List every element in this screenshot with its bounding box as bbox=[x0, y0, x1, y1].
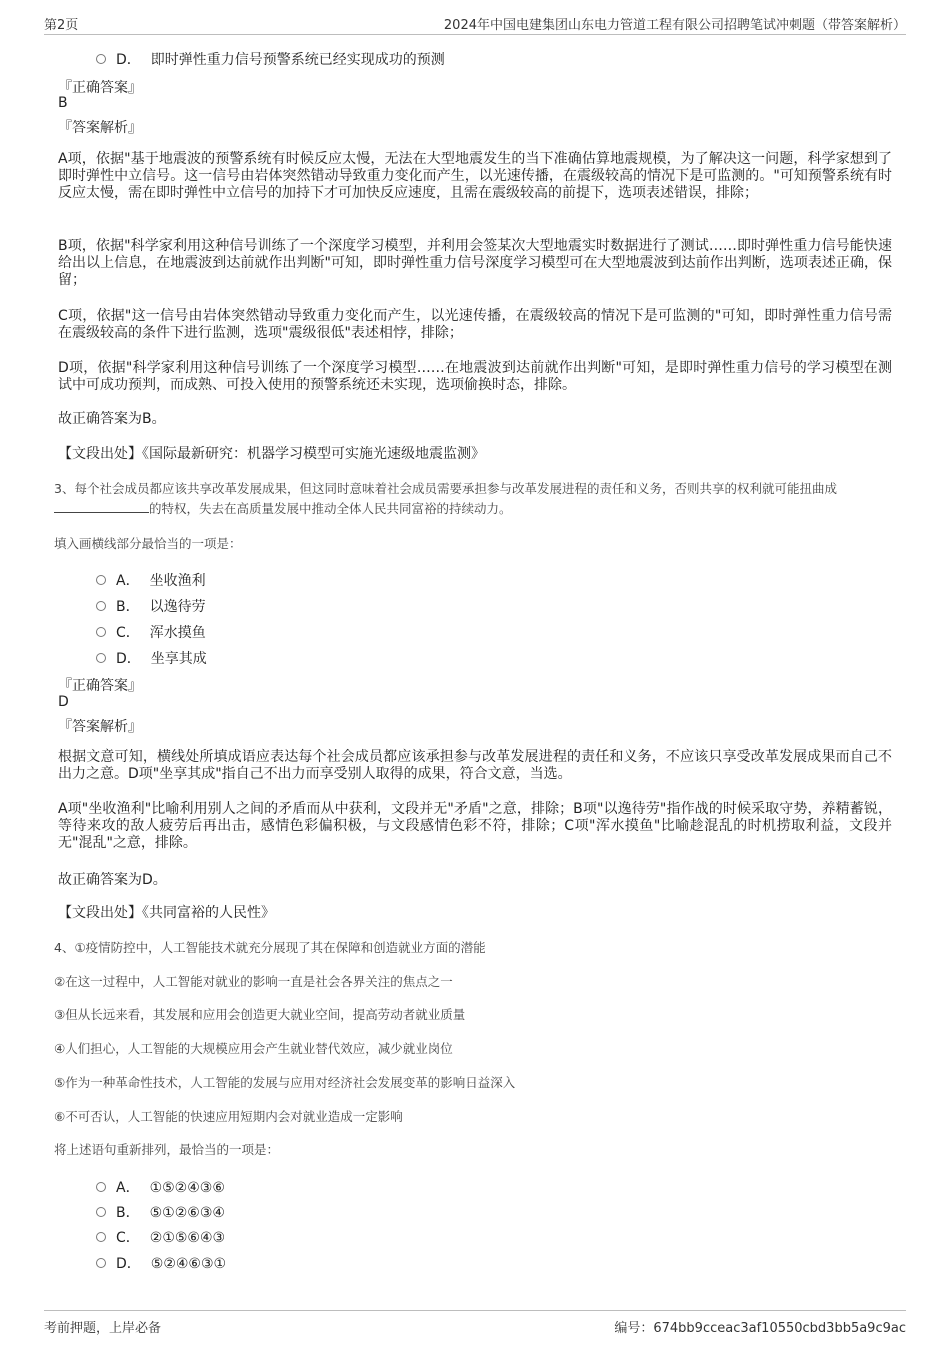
q3-option-a[interactable] bbox=[96, 570, 206, 590]
source-citation: 【文段出处】《共同富裕的人民性》 bbox=[58, 905, 275, 921]
radio-icon[interactable] bbox=[96, 1207, 106, 1217]
analysis-paragraph: A项，依据"基于地震波的预警系统有时候反应太慢，无法在大型地震发生的当下准确估算地震规模，为了解决这一问题，科学家想到了即时弹性中立信号。这一信号由岩体突然错动导致重力变化而产生，以光速传播，在震级较高的情况下是可监测的。"可知预警系统有时反应太慢，需在即时弹性中立信号的加持下才可加快反应速度，且需在震级较高的前提下，选项表述错误，排除； bbox=[58, 151, 892, 201]
radio-icon[interactable] bbox=[96, 601, 106, 611]
radio-icon[interactable] bbox=[96, 1182, 106, 1192]
option-text: ⑤①②⑥③④ bbox=[149, 1205, 225, 1221]
source-citation: 【文段出处】《国际最新研究：机器学习模型可实施光速级地震监测》 bbox=[58, 446, 485, 462]
q4-option-a[interactable] bbox=[96, 1177, 225, 1197]
option-text: 浑水摸鱼 bbox=[149, 625, 206, 641]
analysis-paragraph: A项"坐收渔利"比喻利用别人之间的矛盾而从中获利，文段并无"矛盾"之意，排除；B项"以逸待劳"指作战的时候采取守势，养精蓄锐，等待来攻的敌人疲劳后再出击，感情色彩偏积极，与文段感情色彩不符，排除；C项"浑水摸鱼"比喻趁混乱的时机捞取利益，文段并无"混乱"之意，排除。 bbox=[58, 801, 892, 851]
option-letter: D． bbox=[116, 52, 141, 68]
analysis-paragraph: C项，依据"这一信号由岩体突然错动导致重力变化而产生，以光速传播，在震级较高的情况下是可监测的"可知，即时弹性重力信号需在震级较高的条件下进行监测，选项"震级很低"表述相悖，排除； bbox=[58, 308, 892, 341]
page-number: 第2页 bbox=[44, 18, 79, 33]
radio-icon[interactable] bbox=[96, 575, 106, 585]
option-letter: C． bbox=[116, 625, 140, 641]
sentence-line: ②在这一过程中，人工智能对就业的影响一直是社会各界关注的焦点之一 bbox=[54, 974, 453, 989]
radio-icon[interactable] bbox=[96, 54, 106, 64]
sentence-line: ④人们担心，人工智能的大规模应用会产生就业替代效应，减少就业岗位 bbox=[54, 1041, 453, 1056]
option-letter: A． bbox=[116, 573, 140, 589]
question-prompt: 填入画横线部分最恰当的一项是： bbox=[54, 536, 242, 551]
option-text: 坐享其成 bbox=[150, 651, 207, 667]
option-text: ②①⑤⑥④③ bbox=[149, 1230, 226, 1246]
conclusion: 故正确答案为B。 bbox=[58, 411, 166, 427]
answer-label: 『正确答案』 bbox=[58, 80, 142, 96]
document-title: 2024年中国电建集团山东电力管道工程有限公司招聘笔试冲刺题（带答案解析） bbox=[443, 18, 906, 33]
q4-option-c[interactable] bbox=[96, 1227, 225, 1247]
question-stem bbox=[54, 479, 899, 519]
q3-option-c[interactable] bbox=[96, 622, 206, 642]
conclusion: 故正确答案为D。 bbox=[58, 872, 167, 888]
option-text: 即时弹性重力信号预警系统已经实现成功的预测 bbox=[150, 52, 445, 68]
sentence-line: ③但从长远来看，其发展和应用会创造更大就业空间，提高劳动者就业质量 bbox=[54, 1007, 466, 1022]
option-letter: D． bbox=[116, 651, 141, 667]
q2-option-d[interactable] bbox=[96, 49, 445, 69]
analysis-paragraph: B项，依据"科学家利用这种信号训练了一个深度学习模型，并利用会签某次大型地震实时数据进行了测试……即时弹性重力信号能快速给出以上信息，在地震波到达前就作出判断"可知，即时弹性重力信号深度学习模型可在大型地震波到达前作出判断，选项表述正确，保留； bbox=[58, 238, 892, 288]
sentence-line: ⑥不可否认，人工智能的快速应用短期内会对就业造成一定影响 bbox=[54, 1109, 403, 1124]
option-letter: B． bbox=[116, 599, 140, 615]
q4-option-d[interactable] bbox=[96, 1253, 226, 1273]
stem-part-1: 3、每个社会成员都应该共享改革发展成果，但这同时意味着社会成员需要承担参与改革发展进程的责任和义务，否则共享的权利就可能扭曲成 bbox=[54, 481, 837, 496]
option-letter: B． bbox=[116, 1205, 140, 1221]
fill-blank bbox=[54, 500, 149, 513]
option-text: 以逸待劳 bbox=[149, 599, 206, 615]
question-prompt: 将上述语句重新排列，最恰当的一项是： bbox=[54, 1142, 280, 1157]
q4-option-b[interactable] bbox=[96, 1202, 225, 1222]
analysis-paragraph: D项，依据"科学家利用这种信号训练了一个深度学习模型……在地震波到达前就作出判断"可知，是即时弹性重力信号的学习模型在测试中可成功预判，而成熟、可投入使用的预警系统还未实现，选项偷换时态，排除。 bbox=[58, 360, 892, 393]
option-letter: D． bbox=[116, 1256, 141, 1272]
answer-value: B bbox=[58, 95, 68, 111]
analysis-label: 『答案解析』 bbox=[58, 120, 142, 136]
analysis-paragraph: 根据文意可知，横线处所填成语应表达每个社会成员都应该承担参与改革发展进程的责任和义务，不应该只享受改革发展成果而自己不出力之意。D项"坐享其成"指自己不出力而享受别人取得的成果，符合文意，当选。 bbox=[58, 749, 892, 782]
page-footer bbox=[44, 1310, 906, 1337]
analysis-label: 『答案解析』 bbox=[58, 719, 142, 735]
radio-icon[interactable] bbox=[96, 627, 106, 637]
q3-option-b[interactable] bbox=[96, 596, 206, 616]
option-text: ①⑤②④③⑥ bbox=[149, 1180, 225, 1196]
option-letter: C． bbox=[116, 1230, 140, 1246]
radio-icon[interactable] bbox=[96, 1232, 106, 1242]
sentence-line: ⑤作为一种革命性技术，人工智能的发展与应用对经济社会发展变革的影响日益深入 bbox=[54, 1075, 516, 1090]
radio-icon[interactable] bbox=[96, 1258, 106, 1268]
option-text: ⑤②④⑥③① bbox=[150, 1256, 227, 1272]
answer-value: D bbox=[58, 694, 69, 710]
option-letter: A． bbox=[116, 1180, 140, 1196]
radio-icon[interactable] bbox=[96, 653, 106, 663]
page-header bbox=[44, 14, 906, 35]
q3-option-d[interactable] bbox=[96, 648, 207, 668]
footer-slogan: 考前押题，上岸必备 bbox=[44, 1321, 162, 1336]
answer-label: 『正确答案』 bbox=[58, 678, 142, 694]
option-text: 坐收渔利 bbox=[149, 573, 206, 589]
stem-part-2: 的特权，失去在高质量发展中推动全体人民共同富裕的持续动力。 bbox=[149, 501, 512, 516]
document-code: 编号：674bb9cceac3af10550cbd3bb5a9c9ac bbox=[614, 1321, 906, 1336]
sentence-line: 4、①疫情防控中，人工智能技术就充分展现了其在保障和创造就业方面的潜能 bbox=[54, 940, 486, 955]
